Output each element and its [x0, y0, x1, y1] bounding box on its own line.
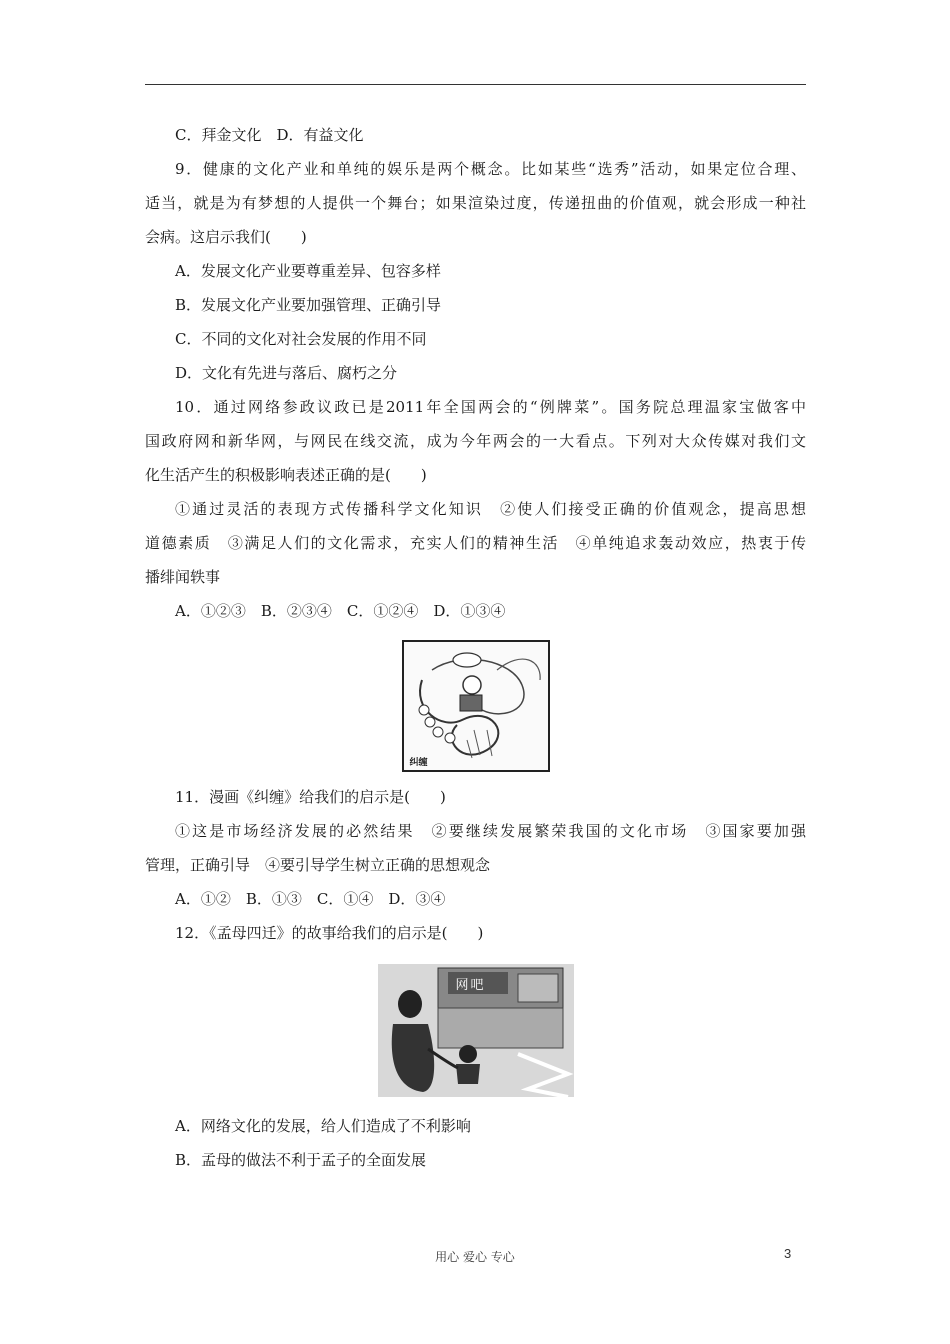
- q11-statement-line-1: ①这是市场经济发展的必然结果 ②要继续发展繁荣我国的文化市场 ③国家要加强: [175, 822, 806, 840]
- q9-option-d: D．文化有先进与落后、腐朽之分: [175, 364, 398, 382]
- q8-options-tail: C．拜金文化 D．有益文化: [175, 126, 364, 144]
- q9-stem-line-2: 适当，就是为有梦想的人提供一个舞台；如果渲染过度，传递扭曲的价值观，就会形成一种社: [145, 194, 806, 212]
- q10-stem-line-1: 10．通过网络参政议政已是2011年全国两会的“例牌菜”。国务院总理温家宝做客中: [175, 398, 806, 416]
- q9-option-a: A．发展文化产业要尊重差异、包容多样: [175, 262, 441, 280]
- q10-stem-line-2: 国政府网和新华网，与网民在线交流，成为今年两会的一大看点。下列对大众传媒对我们文: [145, 432, 806, 450]
- q12-option-a: A．网络文化的发展，给人们造成了不利影响: [175, 1117, 471, 1135]
- q10-statement-line-2: 道德素质 ③满足人们的文化需求，充实人们的精神生活 ④单纯追求轰动效应，热衷于传: [145, 534, 806, 552]
- q11-stem: 11．漫画《纠缠》给我们的启示是( ): [175, 788, 446, 806]
- q9-option-b: B．发展文化产业要加强管理、正确引导: [175, 296, 442, 314]
- q12-stem: 12．《孟母四迁》的故事给我们的启示是( ): [175, 924, 484, 942]
- q9-stem-line-1: 9．健康的文化产业和单纯的娱乐是两个概念。比如某些“选秀”活动，如果定位合理、: [175, 160, 806, 178]
- q10-statement-line-3: 播绯闻轶事: [145, 568, 221, 586]
- page-content: [145, 118, 806, 1177]
- mencius-mother-figure: [378, 964, 574, 1097]
- cartoon-entanglement-drawing: [402, 640, 550, 772]
- q10-statement-line-1: ①通过灵活的表现方式传播科学文化知识 ②使人们接受正确的价值观念，提高思想: [175, 500, 806, 518]
- q11-statement-line-2: 管理，正确引导 ④要引导学生树立正确的思想观念: [145, 856, 491, 874]
- q10-stem-line-3: 化生活产生的积极影响表述正确的是( ): [145, 466, 427, 484]
- page-number: 3: [784, 1246, 792, 1261]
- q11-options: A．①② B．①③ C．①④ D．③④: [175, 890, 446, 908]
- q10-options: A．①②③ B．②③④ C．①②④ D．①③④: [175, 602, 506, 620]
- footer-slogan: 用心 爱心 专心: [435, 1250, 515, 1264]
- cartoon-caption: 纠缠: [409, 758, 428, 768]
- header-rule: [145, 84, 806, 85]
- q12-option-b: B．孟母的做法不利于孟子的全面发展: [175, 1151, 427, 1169]
- q9-stem-line-3: 会病。这启示我们( ): [145, 228, 307, 246]
- cartoon-entanglement-figure: [402, 640, 550, 772]
- q9-option-c: C．不同的文化对社会发展的作用不同: [175, 330, 427, 348]
- internet-cafe-sign: 网吧: [455, 978, 486, 993]
